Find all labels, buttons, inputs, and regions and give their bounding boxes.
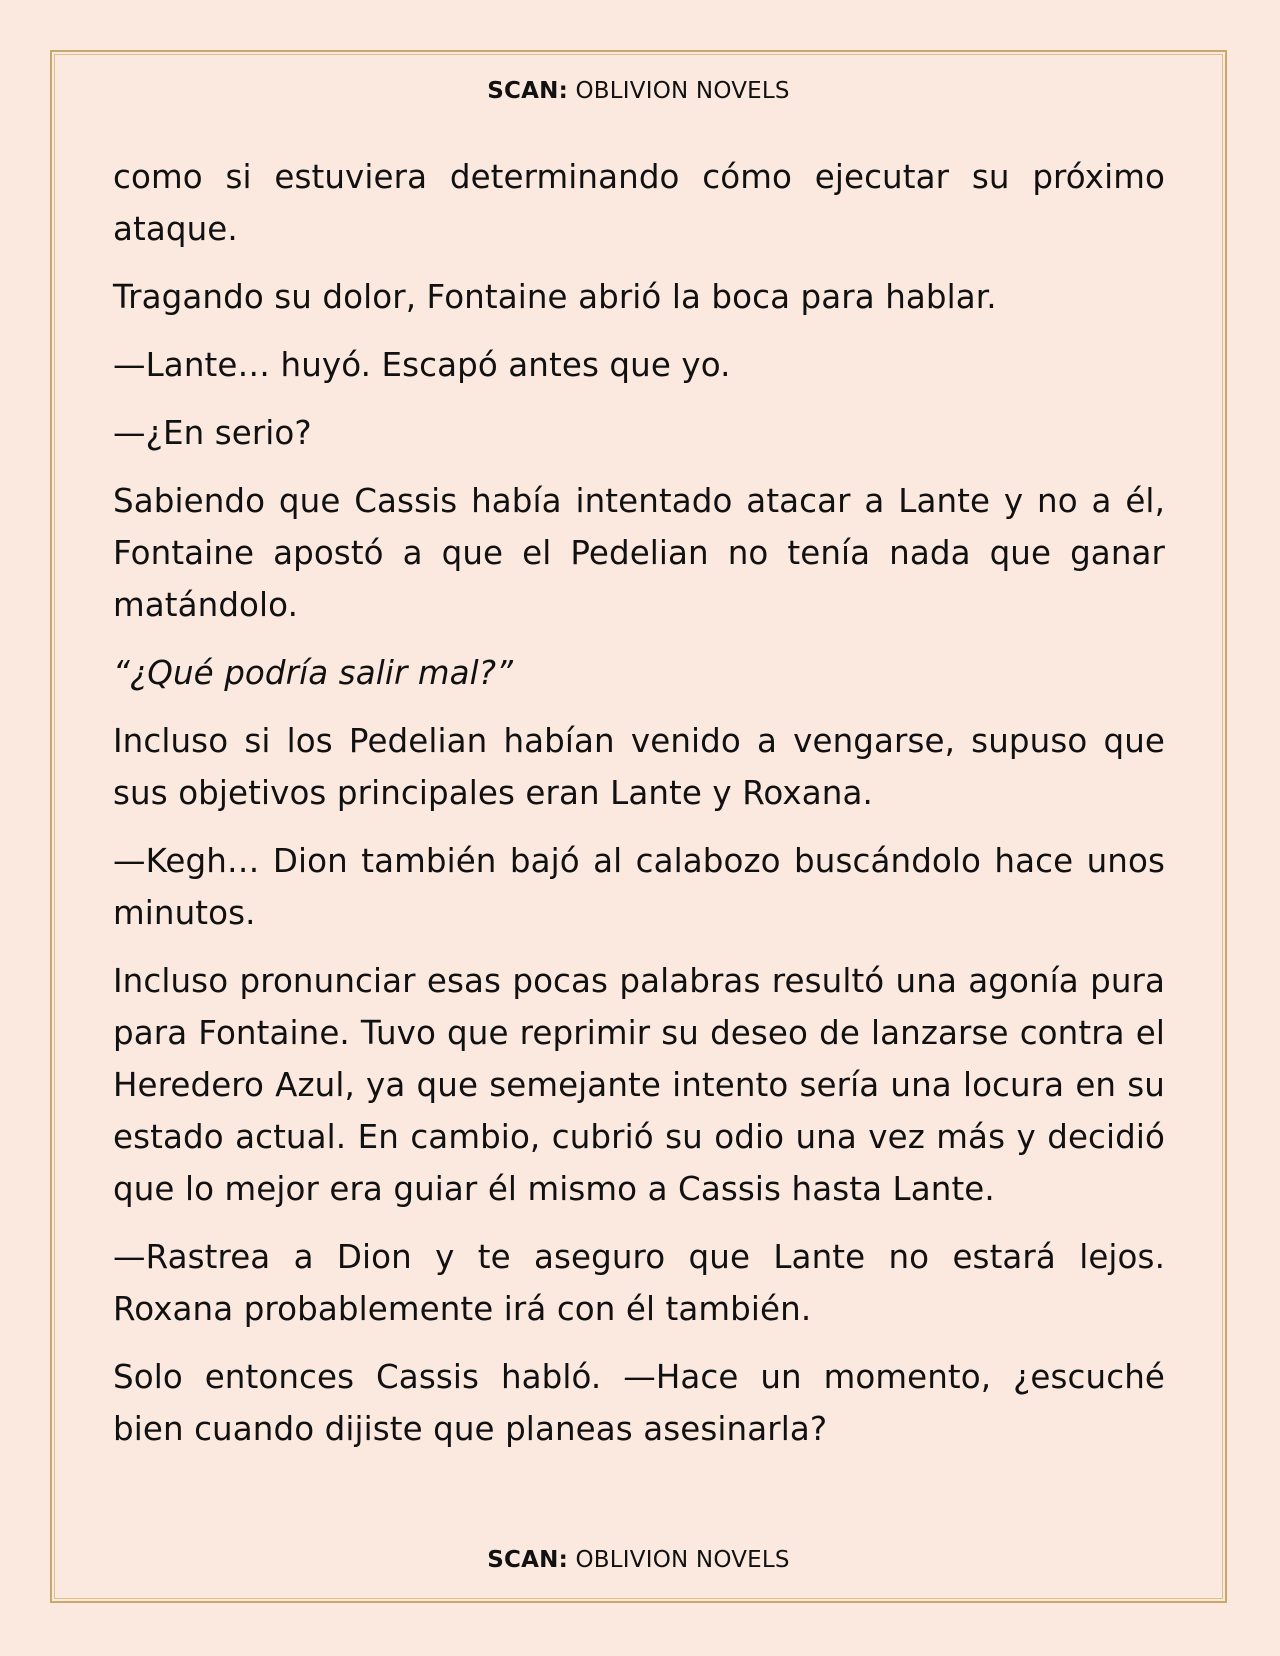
header-scan-value: OBLIVION NOVELS — [567, 78, 790, 104]
page-border — [50, 50, 1227, 1603]
paragraph-6: “¿Qué podría salir mal?” — [113, 654, 514, 692]
page-body — [113, 151, 1165, 1471]
paragraph-9: Incluso pronunciar esas pocas palabras resultó una agonía pura para Fontaine. Tuvo que reprimir su deseo de lanzarse contra el Heredero Azul, ya que semejante intento sería una locura en su estado actual. En cambio, cubrió su odio una vez más y decidió que lo mejor era guiar él mismo a Cassis hasta Lante. — [113, 962, 1165, 1208]
paragraph-3: —Lante… huyó. Escapó antes que yo. — [113, 346, 731, 384]
paragraph-8: —Kegh… Dion también bajó al calabozo buscándolo hace unos minutos. — [113, 842, 1165, 932]
page-footer — [52, 1547, 1225, 1573]
paragraph-11: Solo entonces Cassis habló. —Hace un momento, ¿escuché bien cuando dijiste que planeas asesinarla? — [113, 1358, 1165, 1448]
paragraph-4: —¿En serio? — [113, 414, 312, 452]
paragraph-10: —Rastrea a Dion y te aseguro que Lante no estará lejos. Roxana probablemente irá con él también. — [113, 1238, 1165, 1328]
footer-scan-label: SCAN: — [487, 1547, 568, 1573]
footer-scan-value: OBLIVION NOVELS — [567, 1547, 790, 1573]
paragraph-5: Sabiendo que Cassis había intentado atacar a Lante y no a él, Fontaine apostó a que el Pedelian no tenía nada que ganar matándolo. — [113, 482, 1165, 624]
paragraph-7: Incluso si los Pedelian habían venido a vengarse, supuso que sus objetivos principales eran Lante y Roxana. — [113, 722, 1165, 812]
header-scan-label: SCAN: — [487, 78, 568, 104]
paragraph-2: Tragando su dolor, Fontaine abrió la boca para hablar. — [113, 278, 997, 316]
page-header — [52, 78, 1225, 104]
paragraph-1: como si estuviera determinando cómo ejecutar su próximo ataque. — [113, 158, 1165, 248]
